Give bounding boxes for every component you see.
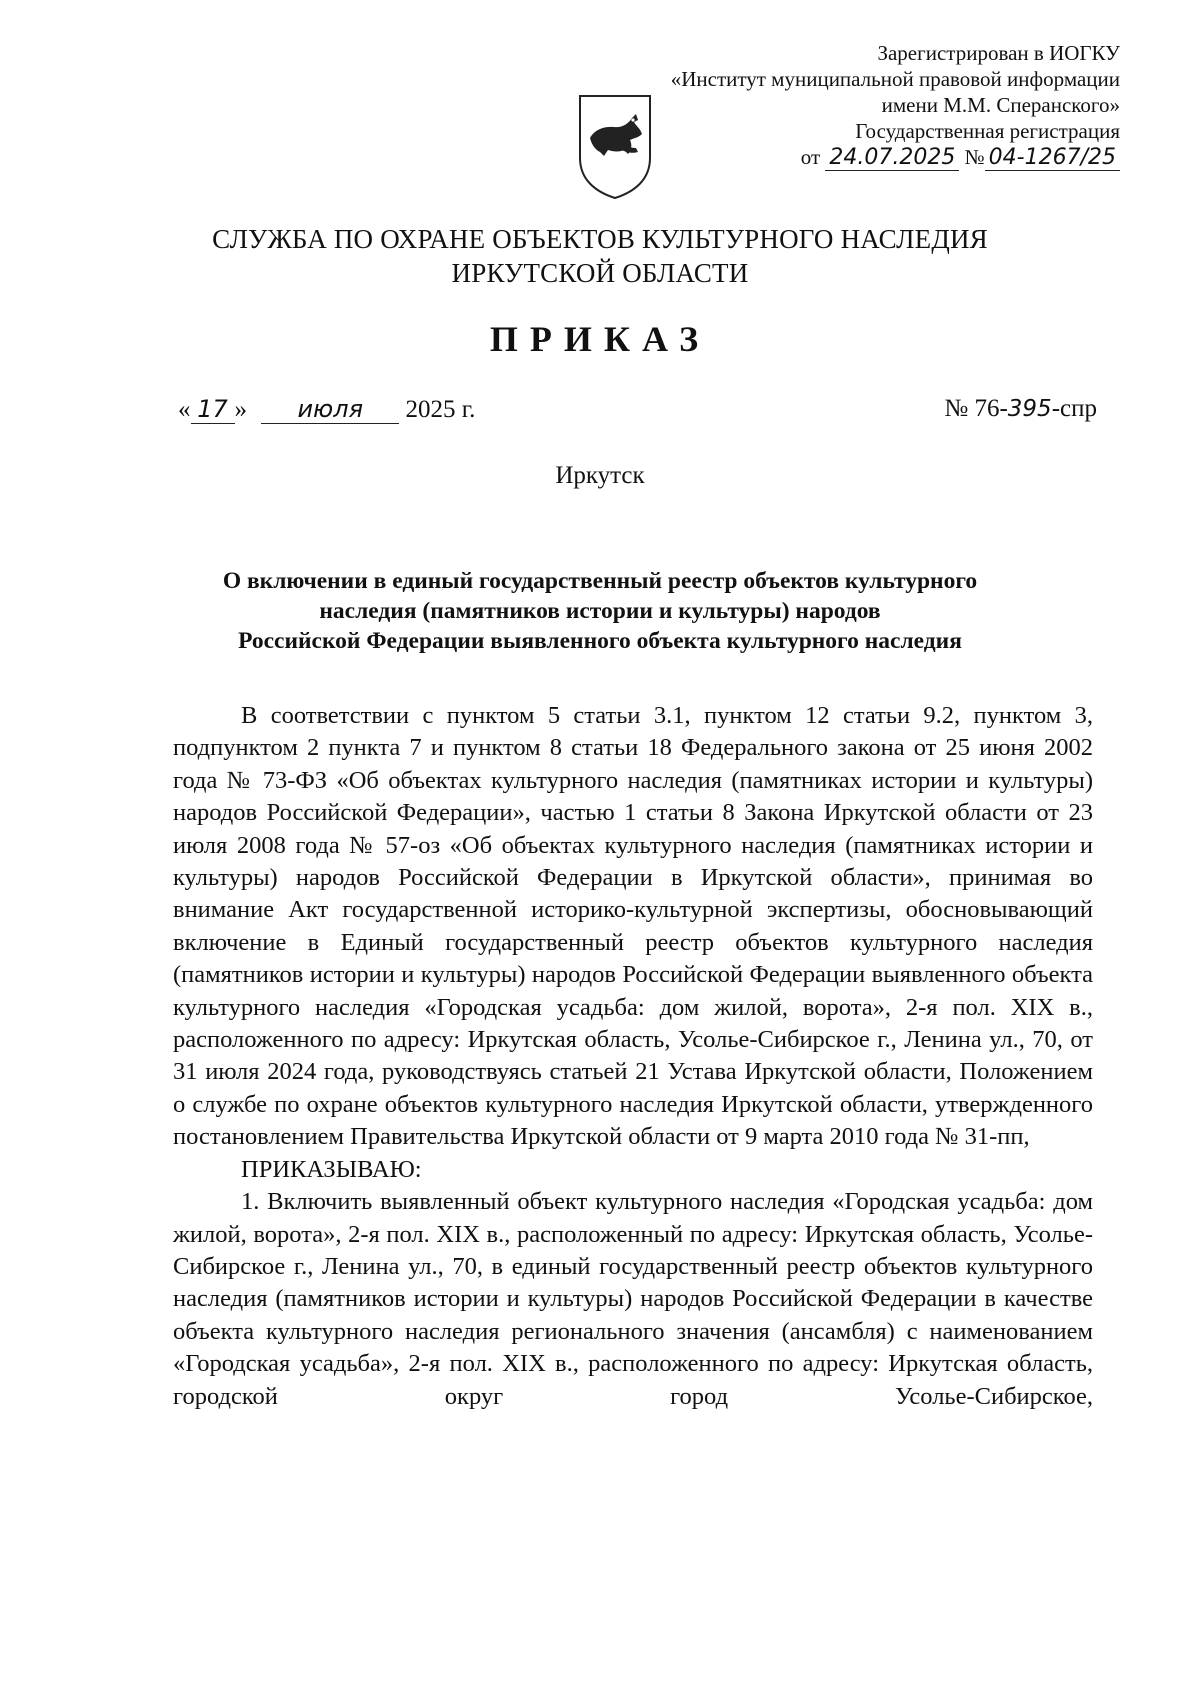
order-item-1: 1. Включить выявленный объект культурного наследия «Городская усадьба: дом жилой, ворота», 2-я пол. XIX в., расположенный по адресу: Иркутская область, Усолье-Сибирское г., Ленина ул., 70, в единый государственный реестр объектов культурного наследия (памятников истории и культуры) народов Российской Федерации в качестве объекта культурного наследия регионального значения (ансамбля) с наименованием «Городская усадьба», 2-я пол. XIX в., расположенного по адресу: Иркутская область, городской округ город Усолье-Сибирское, <box>173 1188 1093 1410</box>
order-city: Иркутск <box>555 462 645 489</box>
registration-line-2: «Институт муниципальной правовой информации <box>670 67 1120 91</box>
registration-line-4: Государственная регистрация <box>855 119 1120 143</box>
registration-date-value: 24.07.2025 <box>825 145 959 171</box>
registration-date-number <box>600 144 1120 171</box>
irkutsk-coat-of-arms-icon <box>576 92 654 202</box>
registration-number-value: 04-1267/25 <box>985 145 1120 171</box>
agency-name-line-2: ИРКУТСКОЙ ОБЛАСТИ <box>451 258 749 288</box>
order-body <box>173 700 1093 1413</box>
order-date-month: июля <box>261 395 399 424</box>
order-date-day: 17 <box>191 395 235 424</box>
order-subject <box>170 566 1030 656</box>
registration-date-prefix: от <box>800 145 821 169</box>
order-subject-line-3: Российской Федерации выявленного объекта культурного наследия <box>238 628 962 654</box>
registration-line-3: имени М.М. Сперанского» <box>881 93 1120 117</box>
order-date-open-quote: « <box>178 396 191 423</box>
order-number-prefix: № 76- <box>944 395 1008 422</box>
order-date-year: 2025 г. <box>405 396 476 423</box>
order-number <box>944 395 1097 423</box>
preamble-paragraph: В соответствии с пунктом 5 статьи 3.1, пунктом 12 статьи 9.2, пунктом 3, подпунктом 2 пункта 7 и пунктом 8 статьи 18 Федерального закона от 25 июня 2002 года № 73-ФЗ «Об объектах культурного наследия (памятниках истории и культуры) народов Российской Федерации», частью 1 статьи 8 Закона Иркутской области от 23 июля 2008 года № 57-оз «Об объектах культурного наследия (памятниках истории и культуры) народов Российской Федерации в Иркутской области», принимая во внимание Акт государственной историко-культурной экспертизы, обосновывающий включение в Единый государственный реестр объектов культурного наследия (памятников истории и культуры) народов Российской Федерации выявленного объекта культурного наследия «Городская усадьба: дом жилой, ворота», 2-я пол. XIX в., расположенного по адресу: Иркутская область, Усолье-Сибирское г., Ленина ул., 70, от 31 июля 2024 года, руководствуясь статьей 21 Устава Иркутской области, Положением о службе по охране объектов культурного наследия Иркутской области, утвержденного постановлением Правительства Иркутской области от 9 марта 2010 года № 31-пп, <box>173 702 1093 1151</box>
registration-stamp <box>600 40 1120 171</box>
order-title: ПРИКАЗ <box>489 319 711 359</box>
order-number-suffix: -спр <box>1051 395 1097 422</box>
order-subject-line-2: наследия (памятников истории и культуры) народов <box>319 598 881 624</box>
agency-name-line-1: СЛУЖБА ПО ОХРАНЕ ОБЪЕКТОВ КУЛЬТУРНОГО НАСЛЕДИЯ <box>212 224 988 254</box>
order-subject-line-1: О включении в единый государственный реестр объектов культурного <box>222 568 978 594</box>
order-number-handwritten: 395 <box>1007 396 1052 422</box>
registration-line-1: Зарегистрирован в ИОГКУ <box>877 41 1120 65</box>
decree-word: ПРИКАЗЫВАЮ: <box>241 1155 422 1183</box>
registration-number-prefix: № <box>964 145 985 169</box>
order-date <box>178 395 475 424</box>
order-date-close-quote: » <box>234 396 247 423</box>
agency-name <box>0 222 1200 290</box>
